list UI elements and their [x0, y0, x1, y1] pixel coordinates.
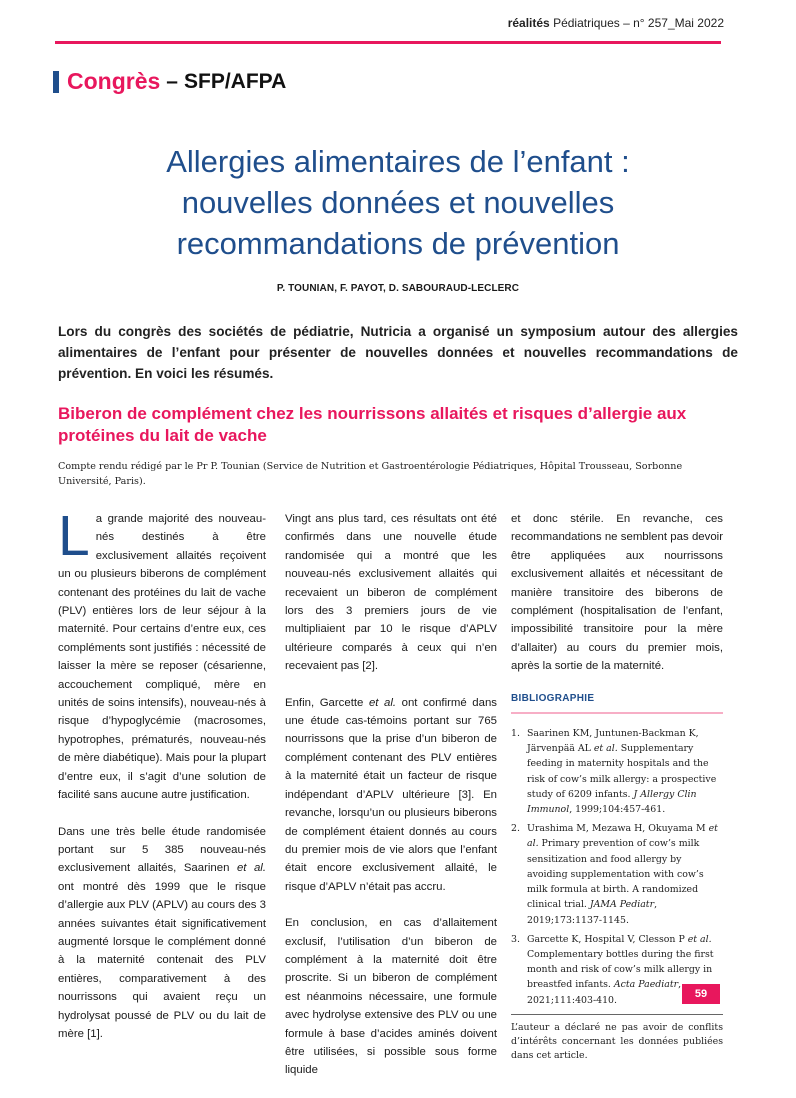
authors: P. TOUNIAN, F. PAYOT, D. SABOURAUD-LECLERC	[276, 283, 520, 294]
reference-item: 1. Saarinen KM, Juntunen-Backman K, Järvenpää AL et al. Supplementary feeding in maternity hospitals and the risk of cow’s milk allergy: a prospective study of 6209 infants. J Allergy Clin Immunol, 1999;104:457-461.	[511, 728, 717, 816]
body-paragraph-1: La grande majorité des nouveau-nés destinés à être exclusivement allaités reçoivent un ou plusieurs biberons de complément contenant des protéines du lait de vache (PLV) entières lors de leur séjour à la maternité. Pour certains d’entre eux, ces compléments sont justifiés : nécessité de laisser la mère se reposer (césarienne, accouchement compliqué, mère en unités de soins intensifs), nouveau-nés à risque d’hypoglycémie (macrosomes, hypotrophes, prématurés, nouveau-nés de mère diabétique). Mais pour la plupart d’entre eux, il s’agit d’une solution de facilité sans aucune autre justification.	[58, 504, 266, 802]
article-title	[60, 141, 736, 264]
body-paragraph-2: Dans une très belle étude randomisée portant sur 5 385 nouveau-nés exclusivement allaités, Saarinen et al. ont montré dès 1999 que le risque d’allergie aux PLV (APLV) au cours des 3 années suivantes était significativement augmenté lorsque le complément donné à la maternité contenait des PLV entières, comparativement à des nourrissons qui avaient reçu un hydrolysat poussé de PLV ou du lait de mère [1].	[58, 825, 266, 1040]
column-2	[285, 510, 497, 1098]
section-subrubric: SFP/AFPA	[183, 69, 287, 93]
title-line-1: Allergies alimentaires de l’enfant :	[166, 144, 630, 179]
report-credit: Compte rendu rédigé par le Pr P. Tounian (Service de Nutrition et Gastroentérologie Pédiatriques, Hôpital Trousseau, Sorbonne Université, Paris).	[58, 461, 683, 487]
page-number: 59	[682, 984, 720, 1004]
disclaimer-rule	[511, 1014, 723, 1015]
article-heading: Biberon de complément chez les nourrissons allaités et risques d’allergie aux protéines du lait de vache	[58, 404, 687, 445]
title-line-2: nouvelles données et nouvelles	[181, 185, 615, 220]
bibliography-rule	[511, 712, 723, 714]
body-paragraph-4: Enfin, Garcette et al. ont confirmé dans une étude cas-témoins portant sur 765 nourrissons que la prise d’un biberon de complément contenant des PLV entières à la maternité était un facteur de risque indépendant d’APLV ultérieure [3]. En revanche, lorsqu’un ou plusieurs biberons de complément étaient donnés au cours du premier mois de vie alors que l’enfant était encore exclusivement allaité, le risque d’APLV n’était pas accru.	[285, 696, 497, 893]
bibliography-list	[511, 726, 723, 1008]
section-rubric: Congrès	[67, 68, 161, 94]
conflict-disclaimer: L’auteur a déclaré ne pas avoir de conflits d’intérêts concernant les données publiées dans cet article.	[511, 1021, 723, 1061]
drop-cap: L	[58, 504, 90, 568]
lead-paragraph: Lors du congrès des sociétés de pédiatrie, Nutricia a organisé un symposium autour des allergies alimentaires de l’enfant pour présenter de nouvelles données et nouvelles recommandations de prévention. En voici les résumés.	[58, 324, 738, 381]
journal-name: réalités	[507, 16, 550, 30]
body-paragraph-3: Vingt ans plus tard, ces résultats ont été confirmés dans une nouvelle étude randomisée qui a montré que les nouveau-nés exclusivement allaités qui recevaient un biberon de complément lors des 3 premiers jours de vie multipliaient par 10 le risque d’APLV ultérieure comparés à ceux qui n’en recevaient pas [2].	[285, 513, 497, 673]
reference-item: 2. Urashima M, Mezawa H, Okuyama M et al. Primary prevention of cow’s milk sensitization and food allergy by avoiding supplementation with cow’s milk formula at birth. A randomized clinical trial. JAMA Pediatr, 2019;173:1137-1145.	[511, 823, 718, 926]
column-1	[58, 504, 266, 1061]
body-paragraph-5: En conclusion, en cas d’allaitement exclusif, l’utilisation d’un biberon de complément à la maternité doit être proscrite. Si un biberon de complément est néanmoins nécessaire, une formule avec hydrolyse extensive des PLV ou une formule à base d’acides aminés doivent être utilisées, si possible sous forme liquide	[285, 917, 497, 1077]
body-paragraph-6: et donc stérile. En revanche, ces recommandations ne semblent pas devoir être appliquées aux nourrissons exclusivement allaités et nécessitant de manière transitoire des biberons de complément (hospitalisation de l’enfant, impossibilité transitoire pour la mère d’allaiter) au cours du premier mois, après la sortie de la maternité.	[511, 513, 723, 673]
section-header	[53, 68, 286, 95]
reference-item: 3. Garcette K, Hospital V, Clesson P et al. Complementary bottles during the first month and risk of cow’s milk allergy in breastfed infants. Acta Paediatr, 2021;111:403-410.	[511, 933, 714, 1006]
section-dash: –	[166, 69, 178, 93]
title-line-3: recommandations de prévention	[176, 226, 620, 261]
running-head	[508, 16, 724, 30]
top-rule	[55, 41, 721, 44]
section-marker	[53, 71, 59, 93]
bibliography-title: BIBLIOGRAPHIE	[511, 692, 595, 704]
issue-info: Pédiatriques – n° 257_Mai 2022	[549, 16, 724, 30]
